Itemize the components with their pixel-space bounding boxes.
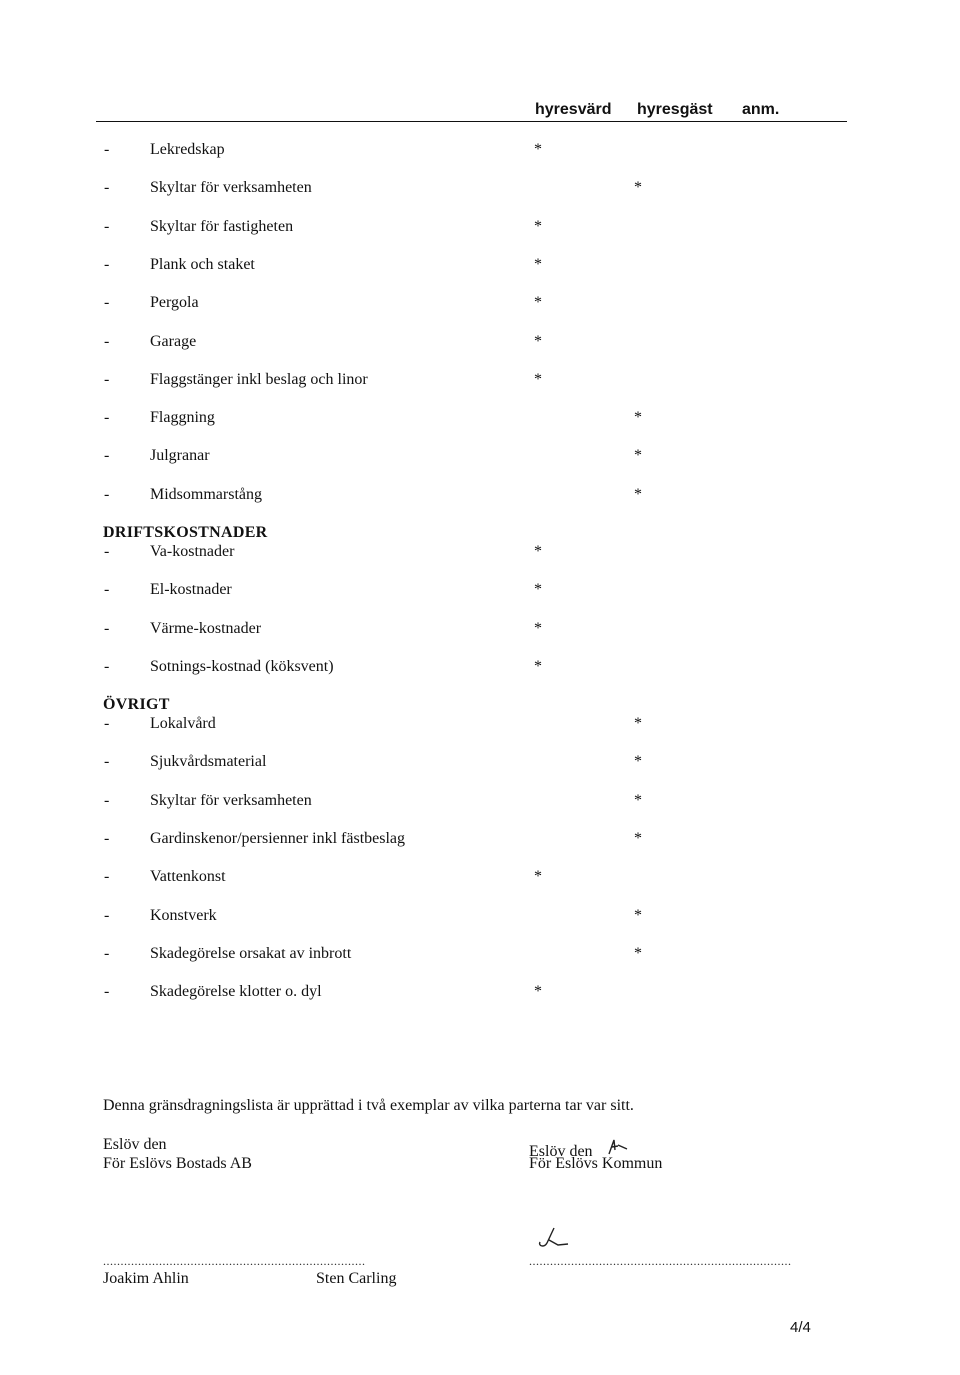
list-item (96, 292, 796, 314)
list-item (96, 943, 796, 965)
bullet-dash: - (104, 581, 110, 599)
right-place-label: Eslöv den (529, 1143, 593, 1160)
list-item (96, 828, 796, 850)
list-item (96, 541, 796, 563)
list-item (96, 407, 796, 429)
tenant-responsibility-mark: * (634, 409, 642, 427)
item-label: Lokalvård (150, 715, 216, 732)
section-title-driftskostnader: DRIFTSKOSTNADER (103, 524, 268, 541)
column-header-tenant: hyresgäst (637, 101, 713, 118)
tenant-responsibility-mark: * (634, 179, 642, 197)
item-label: Flaggstänger inkl beslag och linor (150, 370, 368, 388)
section-title-ovrigt: ÖVRIGT (103, 696, 170, 713)
bullet-dash: - (104, 829, 110, 847)
bullet-dash: - (104, 141, 110, 158)
tenant-responsibility-mark: * (634, 753, 642, 771)
tenant-responsibility-mark: * (634, 906, 642, 924)
signature-line-right: ........................................................................... (529, 1254, 792, 1268)
left-organization: För Eslövs Bostads AB (103, 1155, 252, 1172)
tenant-responsibility-mark: * (634, 447, 642, 465)
right-organization: För Eslövs Kommun (529, 1155, 663, 1172)
list-item (96, 981, 796, 1003)
item-label: Skadegörelse klotter o. dyl (150, 983, 322, 1001)
list-item (96, 177, 796, 199)
bullet-dash: - (104, 657, 110, 675)
list-item (96, 139, 796, 161)
column-header-landlord: hyresvärd (535, 101, 612, 118)
list-item (96, 656, 796, 678)
list-item (96, 484, 796, 506)
bullet-dash: - (104, 409, 110, 427)
bullet-dash: - (104, 179, 110, 197)
landlord-responsibility-mark: * (534, 332, 542, 350)
list-item (96, 751, 796, 773)
item-label: Konstverk (150, 906, 217, 924)
item-label: Skyltar för verksamheten (150, 791, 312, 809)
bullet-dash: - (104, 983, 110, 1001)
item-label: Värme-kostnader (150, 619, 262, 637)
bullet-dash: - (104, 447, 110, 465)
landlord-responsibility-mark: * (534, 217, 542, 235)
item-label: Gardinskenor/persienner inkl fästbeslag (150, 829, 406, 847)
page-number: 4/4 (790, 1319, 811, 1336)
landlord-responsibility-mark: * (534, 868, 542, 886)
list-item (96, 369, 796, 391)
bullet-dash: - (104, 294, 110, 312)
tenant-responsibility-mark: * (634, 485, 642, 503)
list-item (96, 331, 796, 353)
bullet-dash: - (104, 255, 110, 273)
bullet-dash: - (104, 619, 110, 637)
tenant-responsibility-mark: * (634, 944, 642, 962)
handwritten-signature (536, 1226, 572, 1255)
tenant-responsibility-mark: * (634, 715, 642, 732)
bullet-dash: - (104, 217, 110, 235)
signer-name-1: Joakim Ahlin (103, 1270, 189, 1287)
item-label: Pergola (150, 294, 199, 312)
item-label: Skyltar för verksamheten (150, 179, 312, 197)
bullet-dash: - (104, 868, 110, 886)
column-header-note: anm. (742, 101, 780, 118)
list-item (96, 216, 796, 238)
landlord-responsibility-mark: * (534, 370, 542, 388)
landlord-responsibility-mark: * (534, 255, 542, 273)
list-item (96, 618, 796, 640)
list-item (96, 579, 796, 601)
item-label: Plank och staket (150, 255, 255, 273)
item-label: Sjukvårdsmaterial (150, 753, 267, 771)
bullet-dash: - (104, 715, 110, 732)
item-label: Va-kostnader (150, 543, 235, 560)
item-label: Vattenkonst (150, 868, 226, 886)
item-label: Garage (150, 332, 197, 350)
bullet-dash: - (104, 906, 110, 924)
bullet-dash: - (104, 944, 110, 962)
item-label: Skyltar för fastigheten (150, 217, 294, 235)
handwritten-initial-icon (603, 1136, 629, 1156)
item-label: Midsommarstång (150, 485, 262, 503)
item-label: Skadegörelse orsakat av inbrott (150, 944, 352, 962)
list-item (96, 254, 796, 276)
list-item (96, 866, 796, 888)
item-label: El-kostnader (150, 581, 232, 599)
landlord-responsibility-mark: * (534, 294, 542, 312)
landlord-responsibility-mark: * (534, 581, 542, 599)
item-label: Flaggning (150, 409, 215, 427)
list-item (96, 790, 796, 812)
bullet-dash: - (104, 485, 110, 503)
landlord-responsibility-mark: * (534, 983, 542, 1001)
signature-line-left: ........................................................................... (103, 1254, 366, 1268)
bullet-dash: - (104, 753, 110, 771)
item-label: Sotnings-kostnad (köksvent) (150, 657, 334, 675)
bullet-dash: - (104, 332, 110, 350)
bullet-dash: - (104, 543, 110, 560)
left-place-date: Eslöv den (103, 1136, 167, 1153)
bullet-dash: - (104, 791, 110, 809)
tenant-responsibility-mark: * (634, 829, 642, 847)
header-rule (96, 121, 847, 122)
landlord-responsibility-mark: * (534, 543, 542, 560)
landlord-responsibility-mark: * (534, 619, 542, 637)
list-item (96, 713, 796, 735)
landlord-responsibility-mark: * (534, 657, 542, 675)
list-item (96, 445, 796, 467)
item-label: Julgranar (150, 447, 210, 465)
list-item (96, 905, 796, 927)
landlord-responsibility-mark: * (534, 141, 542, 158)
bullet-dash: - (104, 370, 110, 388)
item-label: Lekredskap (150, 141, 225, 158)
agreement-statement: Denna gränsdragningslista är upprättad i två exemplar av vilka parterna tar var sitt. (103, 1097, 634, 1114)
signer-name-2: Sten Carling (316, 1270, 397, 1287)
tenant-responsibility-mark: * (634, 791, 642, 809)
